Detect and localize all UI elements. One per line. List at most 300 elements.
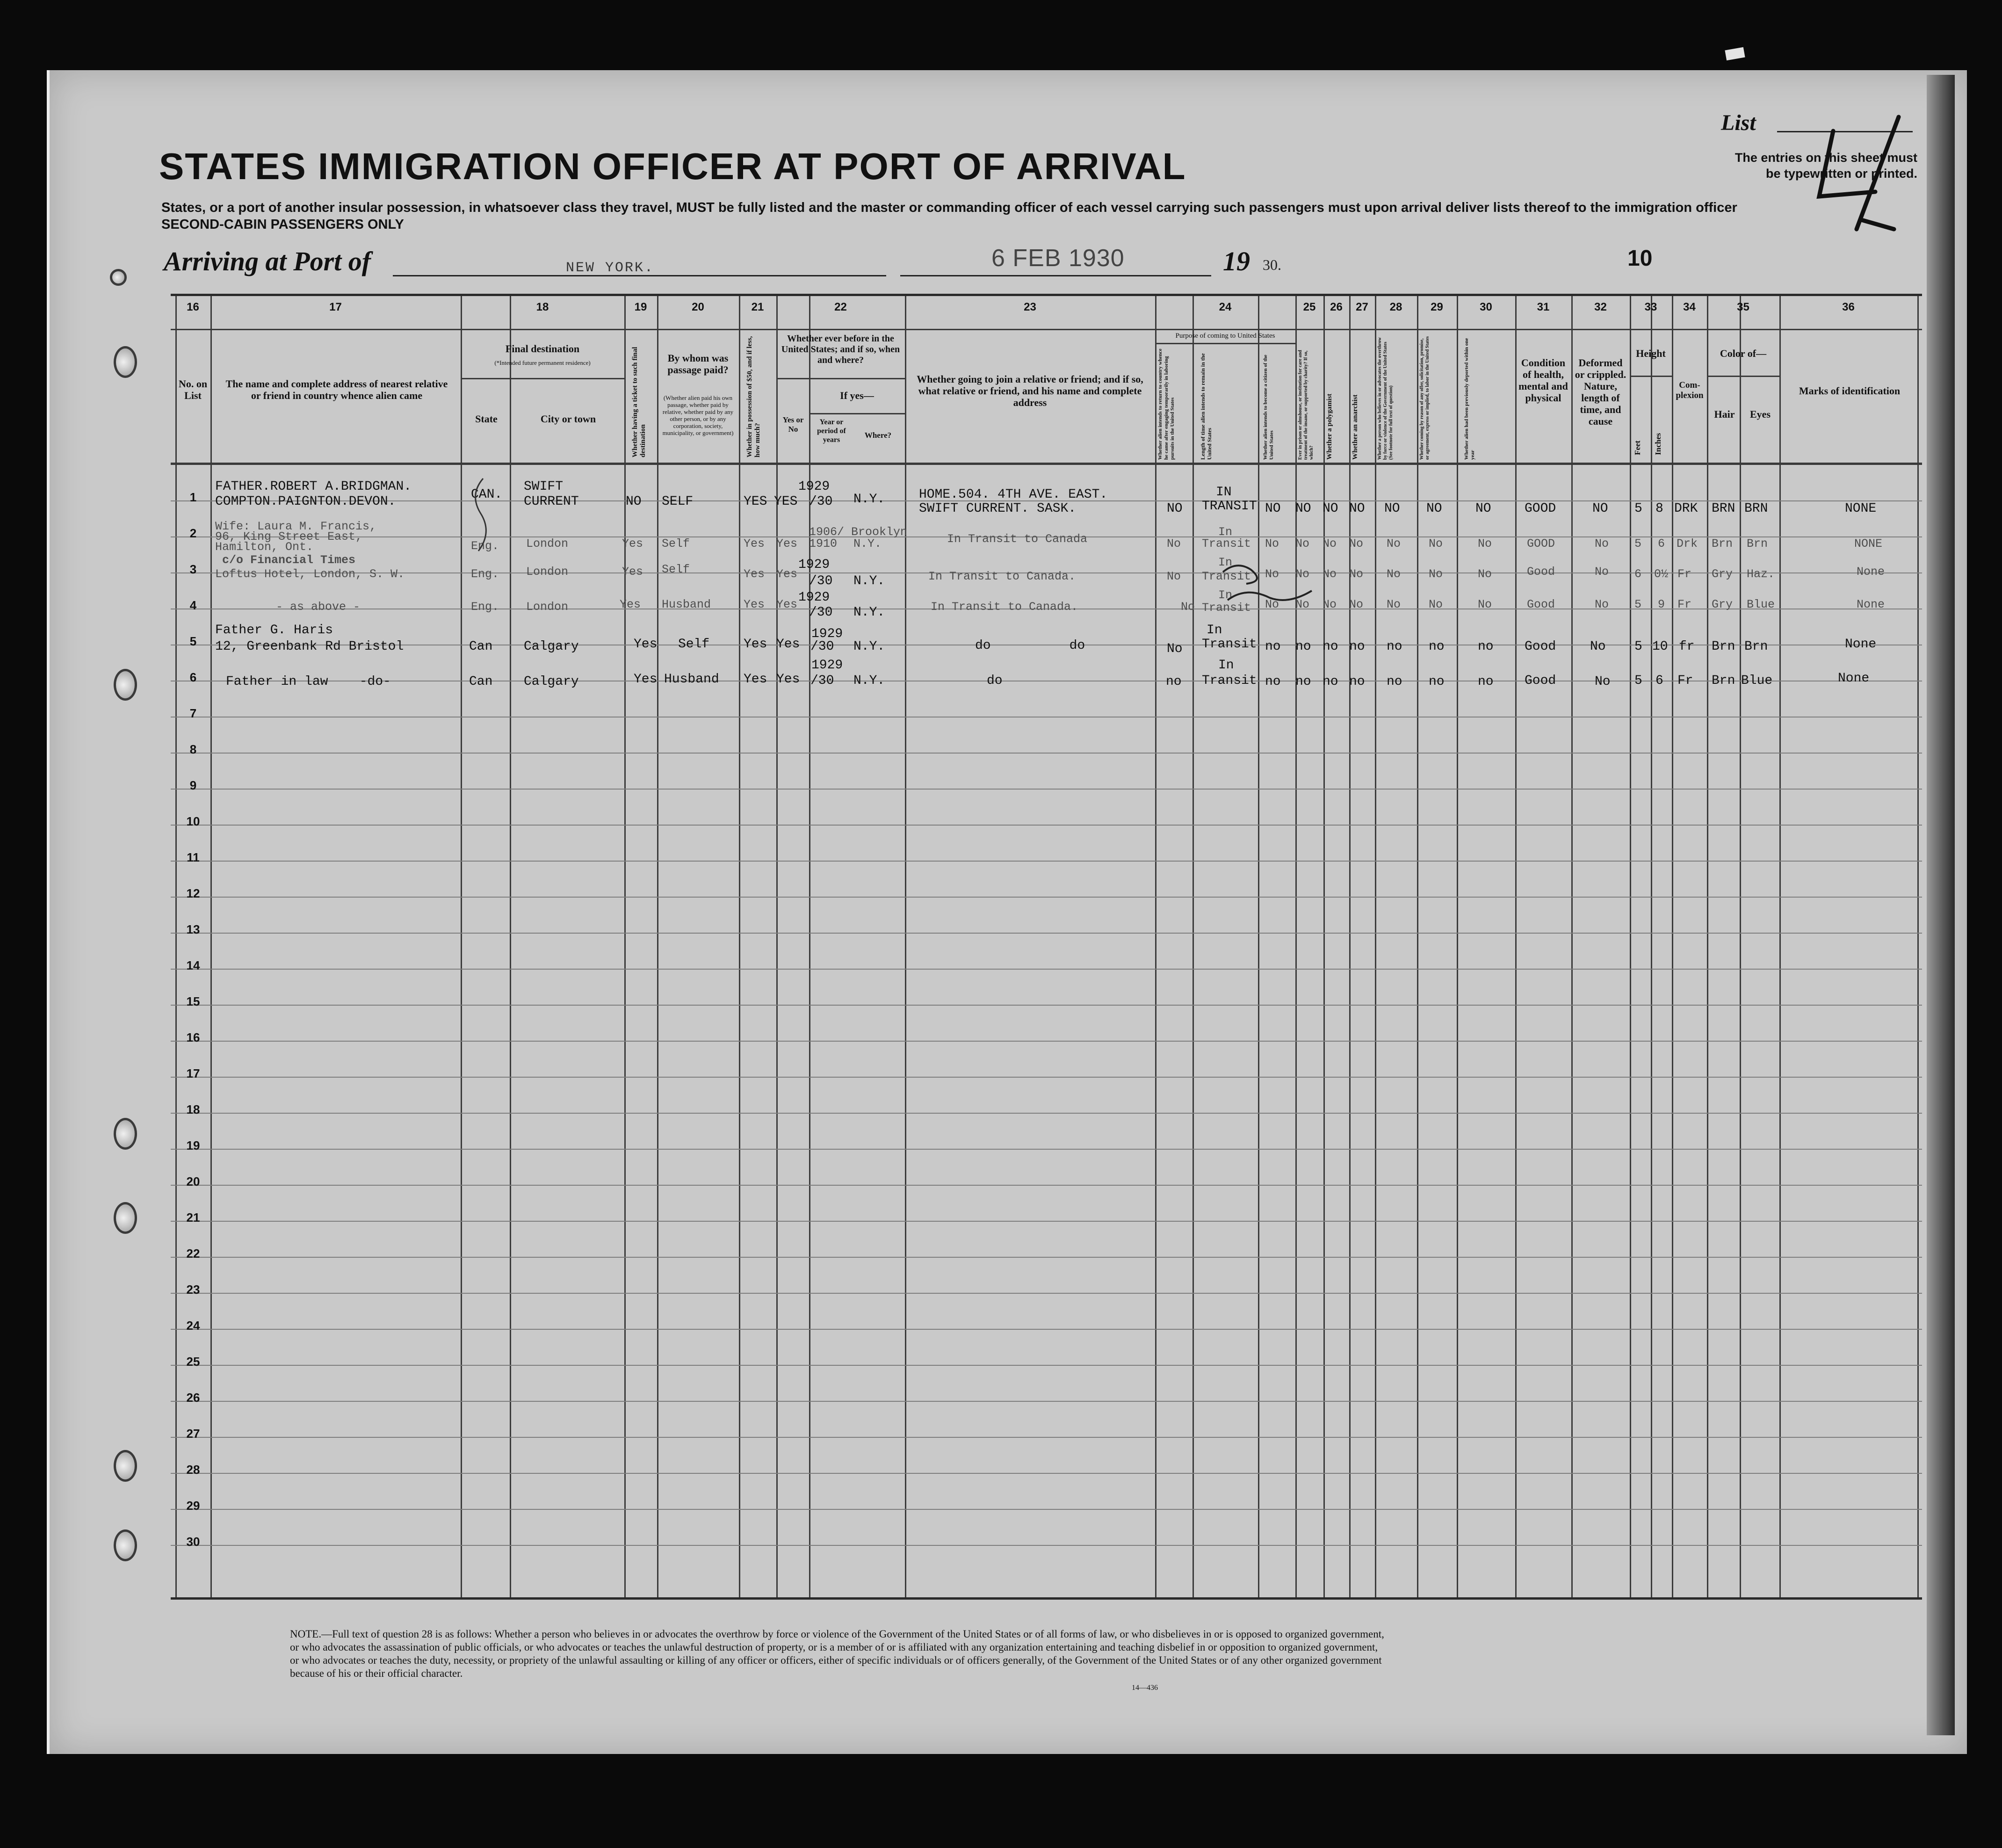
header-inches: Inches	[1654, 433, 1662, 455]
header-relative-address: The name and complete address of nearest relative or friend in country whence alien came	[225, 378, 448, 401]
row-divider	[171, 825, 1922, 826]
identification-marks: NONE	[1854, 537, 1883, 551]
row-number: 25	[186, 1355, 200, 1369]
anarchist: No	[1349, 537, 1364, 551]
deported: No	[1478, 598, 1492, 611]
row-number: 4	[189, 598, 197, 612]
corner-tab-mark	[1725, 47, 1745, 61]
intends-return: No	[1167, 642, 1183, 656]
header-eyes: Eyes	[1750, 408, 1771, 420]
deported: No	[1478, 567, 1492, 581]
column-divider	[1295, 296, 1297, 1597]
question-28: no	[1387, 674, 1402, 689]
height-feet: 5	[1634, 639, 1642, 654]
column-divider	[1515, 296, 1517, 1597]
row-number: 29	[186, 1499, 200, 1513]
has-fifty-dollars: Yes	[744, 637, 767, 652]
polygamist: No	[1323, 598, 1337, 611]
column-number: 19	[634, 301, 647, 313]
header-color-of: Color of—	[1720, 348, 1767, 359]
year-suffix: 30.	[1263, 256, 1281, 273]
header-hair: Hair	[1714, 408, 1735, 420]
intends-citizen: NO	[1265, 501, 1281, 516]
passage-paid-by: Husband	[664, 672, 719, 687]
height-feet: 6	[1634, 567, 1642, 581]
row-divider	[171, 1113, 1922, 1114]
header-been-before: Whether ever before in the United States; and if so, when and where?	[781, 333, 900, 365]
row-number: 18	[186, 1102, 200, 1116]
intends-return: No	[1167, 570, 1181, 583]
row-number: 2	[189, 526, 197, 540]
identification-marks: None	[1857, 598, 1885, 611]
row-divider	[171, 1437, 1922, 1438]
has-fifty-dollars: YES	[744, 494, 767, 509]
column-divider	[461, 296, 462, 1597]
been-before: YES	[774, 494, 798, 509]
deformed: No	[1595, 674, 1611, 689]
question-29: no	[1429, 639, 1445, 654]
port-value: NEW YORK.	[566, 260, 655, 276]
column-divider	[1630, 296, 1631, 1597]
deported: no	[1478, 674, 1494, 689]
height-feet: 5	[1634, 501, 1642, 516]
length-of-stay: Transit	[1202, 674, 1257, 688]
row-number: 23	[186, 1283, 200, 1297]
row-divider	[171, 1221, 1922, 1222]
column-divider	[905, 296, 906, 1597]
health: GOOD	[1525, 501, 1556, 516]
destination-state: CAN.	[471, 487, 503, 502]
hair-color: Gry	[1712, 598, 1733, 611]
eye-color: Brn	[1744, 639, 1768, 654]
intends-return: no	[1166, 674, 1182, 689]
column-number: 23	[1024, 301, 1036, 313]
relative-address: Hamilton, Ont.	[215, 540, 314, 554]
anarchist: NO	[1349, 501, 1365, 516]
column-divider	[1193, 296, 1194, 1597]
where-before: N.Y.	[853, 605, 885, 620]
year-before: 1906/	[809, 525, 845, 539]
health: Good	[1525, 639, 1556, 654]
intends-citizen: no	[1265, 674, 1281, 689]
column-divider	[1740, 296, 1741, 1597]
complexion: Drk	[1677, 537, 1698, 551]
health: Good	[1527, 565, 1555, 579]
row-divider	[171, 1185, 1922, 1186]
column-number: 26	[1330, 301, 1343, 313]
date-underline	[900, 275, 1211, 276]
hair-color: Gry	[1712, 567, 1733, 581]
column-divider	[624, 296, 626, 1597]
hair-color: Brn	[1712, 639, 1735, 654]
been-before: Yes	[776, 637, 800, 652]
column-number: 33	[1644, 301, 1657, 313]
height-feet: 5	[1634, 674, 1642, 688]
column-number: 29	[1431, 301, 1443, 313]
health: GOOD	[1527, 537, 1555, 551]
column-number: 24	[1219, 301, 1232, 313]
row-divider	[171, 1473, 1922, 1474]
height-feet: 5	[1634, 598, 1642, 611]
row-number: 8	[189, 742, 197, 756]
in-prison: No	[1295, 567, 1310, 581]
has-fifty-dollars: Yes	[744, 598, 765, 611]
joining-relative: In Transit to Canada.	[928, 570, 1076, 583]
header-year: Year or period of years	[817, 418, 846, 444]
question-28: No	[1387, 598, 1401, 611]
column-divider	[1323, 296, 1325, 1597]
column-divider	[1917, 296, 1919, 1597]
row-divider	[171, 1329, 1922, 1330]
page-title: STATES IMMIGRATION OFFICER AT PORT OF ARRIVAL	[159, 145, 1186, 187]
passage-paid-by: SELF	[662, 494, 694, 509]
identification-marks: None	[1838, 671, 1870, 686]
destination-city: London	[526, 537, 569, 551]
row-number: 6	[189, 670, 197, 684]
anarchist: no	[1349, 639, 1365, 654]
in-prison: no	[1295, 674, 1311, 689]
header-bottom-rule	[171, 463, 1922, 465]
year-before: 1929	[811, 627, 843, 641]
joining-relative: do do	[975, 638, 1085, 653]
has-ticket: Yes	[620, 598, 641, 611]
binder-hole-icon	[110, 269, 127, 286]
list-label: List	[1721, 110, 1756, 135]
column-divider	[1258, 296, 1259, 1597]
header-paid-by: By whom was passage paid?	[667, 352, 729, 376]
complexion: Fr	[1677, 598, 1692, 611]
hair-color: Brn	[1712, 674, 1735, 688]
destination-city: London	[526, 600, 569, 614]
column-divider	[1672, 296, 1673, 1597]
row-divider	[171, 1293, 1922, 1294]
column-divider	[1457, 296, 1458, 1597]
page-edge-shadow	[1927, 75, 1955, 1735]
row-divider	[171, 861, 1922, 862]
relative-address: 12, Greenbank Rd Bristol	[215, 639, 404, 654]
deported: no	[1478, 639, 1494, 654]
binder-hole-icon	[114, 346, 137, 378]
header-city: City or town	[540, 413, 596, 425]
intends-return: No	[1181, 600, 1195, 614]
header-length-stay: Length of time alien intends to remain in the United States	[1200, 353, 1213, 460]
anarchist: no	[1349, 674, 1365, 689]
destination-city: Calgary	[524, 639, 579, 654]
column-divider	[1349, 296, 1351, 1597]
health: Good	[1525, 674, 1556, 688]
hair-color: BRN	[1712, 501, 1735, 516]
polygamist: no	[1323, 674, 1338, 689]
passage-paid-by: Self	[662, 537, 690, 551]
height-inches: 10	[1652, 639, 1668, 654]
length-of-stay: TRANSIT	[1202, 499, 1257, 514]
column-number: 25	[1303, 301, 1316, 313]
row-number: 16	[186, 1030, 200, 1044]
length-of-stay: Transit	[1202, 537, 1251, 551]
passenger-class-line: SECOND-CABIN PASSENGERS ONLY	[161, 217, 404, 232]
header-no-on-list: No. on List	[178, 378, 208, 401]
passage-paid-by: Husband	[662, 598, 711, 611]
complexion: Fr	[1677, 674, 1693, 688]
relative-address: COMPTON.PAIGNTON.DEVON.	[215, 494, 396, 509]
hair-color: Brn	[1712, 537, 1733, 551]
header-where: Where?	[864, 431, 892, 440]
row-number: 11	[187, 850, 200, 864]
height-inches: 8	[1655, 501, 1663, 516]
header-deported: Whether alien had been previously deported within one year	[1464, 338, 1475, 460]
column-divider	[510, 296, 511, 1597]
column-number: 30	[1480, 301, 1492, 313]
column-divider	[1651, 296, 1652, 1597]
binder-hole-icon	[114, 1202, 137, 1234]
row-divider	[171, 789, 1922, 790]
row-number: 24	[186, 1319, 200, 1333]
been-before: Yes	[776, 537, 798, 551]
row-number: 22	[186, 1246, 200, 1261]
where-before: N.Y.	[853, 574, 885, 588]
header-divider	[1707, 376, 1779, 377]
destination-state: Eng.	[471, 567, 499, 581]
length-of-stay: In	[1218, 588, 1233, 602]
row-divider	[171, 753, 1922, 754]
header-final-destination: Final destination	[505, 343, 580, 355]
header-question-29: Whether coming by reason of any offer, solicitation, promise, or agreement, express or implied, to labor in the United States	[1419, 336, 1430, 460]
destination-state: Eng.	[471, 600, 499, 614]
question-29: No	[1429, 537, 1443, 551]
row-divider	[171, 1365, 1922, 1366]
header-divider	[1630, 376, 1672, 377]
header-prison: Ever in prison or almshouse, or institution for care and treatment of the insane, or supported by charity? If so, which?	[1298, 350, 1314, 460]
has-ticket: Yes	[622, 537, 643, 551]
deformed: No	[1590, 639, 1606, 654]
intends-return: No	[1167, 537, 1181, 551]
header-deformed: Deformed or crippled. Nature, length of time, and cause	[1575, 357, 1626, 427]
relative-address: 96, King Street East,	[215, 530, 363, 544]
deformed: NO	[1592, 501, 1608, 516]
row-number: 14	[186, 958, 200, 972]
in-prison: NO	[1295, 501, 1311, 516]
column-divider	[739, 296, 740, 1597]
intends-citizen: No	[1265, 567, 1279, 581]
row-number: 26	[186, 1391, 200, 1405]
height-inches: 0½	[1654, 567, 1669, 581]
length-of-stay: In	[1207, 623, 1222, 638]
header-if-yes: If yes—	[840, 390, 874, 401]
row-divider	[171, 897, 1922, 898]
destination-state: Eng.	[471, 539, 499, 553]
relative-address: Wife: Laura M. Francis,	[215, 520, 377, 533]
identification-marks: NONE	[1845, 501, 1877, 516]
row-divider	[171, 1005, 1922, 1006]
header-final-destination-note: (*Intended future permanent residence)	[494, 359, 591, 366]
header-joining: Whether going to join a relative or friend; and if so, what relative or friend, and his name and complete address	[917, 373, 1143, 408]
row-number: 27	[186, 1427, 200, 1441]
column-number: 32	[1594, 301, 1607, 313]
column-number: 35	[1737, 301, 1749, 313]
question-29: No	[1429, 598, 1443, 611]
where-before: N.Y.	[853, 492, 885, 507]
row-divider	[171, 1041, 1922, 1042]
row-number: 28	[186, 1463, 200, 1477]
where-before: N.Y.	[853, 674, 885, 688]
row-number: 30	[186, 1535, 200, 1549]
handwritten-list-number-mark	[1805, 112, 1917, 234]
eye-color: Blue	[1741, 674, 1773, 688]
intends-return: NO	[1167, 501, 1183, 516]
column-number: 21	[751, 301, 764, 313]
polygamist: No	[1323, 567, 1337, 581]
row-number: 3	[189, 562, 197, 576]
row-number: 1	[189, 490, 197, 504]
row-number: 5	[189, 634, 197, 648]
relative-address: Father in law -do-	[226, 674, 391, 689]
has-ticket: NO	[626, 494, 642, 509]
header-feet: Feet	[1633, 440, 1642, 455]
binder-hole-icon	[114, 1118, 137, 1150]
question-29: NO	[1426, 501, 1442, 516]
entries-note-line: The entries on this sheet must	[1735, 151, 1917, 165]
joining-relative: SWIFT CURRENT. SASK.	[919, 501, 1077, 516]
handwritten-bracket-mark	[464, 476, 502, 556]
deported: NO	[1475, 501, 1491, 516]
row-divider	[171, 1545, 1922, 1546]
has-ticket: Yes	[622, 565, 643, 579]
header-divider	[171, 329, 1922, 330]
header-health: Condition of health, mental and physical	[1518, 357, 1568, 404]
header-paid-by-note: (Whether alien paid his own passage, whether paid by relative, whether paid by any other person, or by any corporation, society, municipality, or government)	[662, 394, 734, 436]
header-complexion: Com- plexion	[1676, 380, 1704, 400]
column-number: 31	[1537, 301, 1550, 313]
row-divider	[171, 969, 1922, 970]
identification-marks: None	[1857, 565, 1885, 579]
year-before: /30	[810, 639, 834, 654]
length-of-stay: IN	[1216, 485, 1232, 500]
header-marks: Marks of identification	[1799, 385, 1901, 397]
length-of-stay: Transit	[1202, 570, 1251, 583]
header-state: State	[475, 413, 498, 425]
row-number: 10	[186, 814, 200, 828]
year-before: 1929	[798, 479, 830, 494]
passage-paid-by: Self	[662, 563, 690, 576]
column-divider	[1779, 296, 1781, 1597]
row-number: 13	[186, 922, 200, 936]
entries-note-line: be typewritten or printed.	[1765, 167, 1917, 181]
length-of-stay: Transit	[1202, 601, 1251, 615]
row-number: 19	[186, 1138, 200, 1152]
been-before: Yes	[776, 567, 798, 581]
length-of-stay: In	[1218, 525, 1233, 539]
year-prefix: 19	[1223, 246, 1250, 276]
in-prison: No	[1295, 537, 1310, 551]
identification-marks: None	[1845, 637, 1877, 652]
deformed: No	[1595, 565, 1609, 579]
question-28: NO	[1384, 501, 1400, 516]
year-before: 1929	[798, 558, 830, 572]
destination-state: Can	[469, 639, 493, 654]
header-divider	[461, 378, 624, 379]
has-fifty-dollars: Yes	[744, 567, 765, 581]
length-of-stay: In	[1218, 658, 1234, 673]
row-divider	[171, 1509, 1922, 1510]
joining-relative: In Transit to Canada	[947, 532, 1088, 546]
year-before: /30	[809, 605, 833, 620]
has-fifty-dollars: Yes	[744, 537, 765, 551]
height-inches: 6	[1655, 674, 1663, 688]
has-ticket: Yes	[634, 672, 658, 687]
column-divider	[1155, 296, 1156, 1597]
column-divider	[1375, 296, 1376, 1597]
row-number: 17	[186, 1066, 200, 1080]
year-before: /30	[810, 674, 834, 688]
deformed: No	[1595, 537, 1609, 551]
question-28: no	[1387, 639, 1402, 654]
joining-relative: In Transit to Canada.	[931, 600, 1078, 614]
health: Good	[1527, 598, 1555, 611]
deformed: No	[1595, 598, 1609, 611]
eye-color: Brn	[1747, 537, 1768, 551]
been-before: Yes	[776, 598, 798, 611]
header-anarchist: Whether an anarchist	[1352, 394, 1359, 460]
column-number: 34	[1683, 301, 1696, 313]
header-ticket: Whether having a ticket to such final destination	[631, 347, 647, 457]
year-before: 1910	[809, 537, 838, 551]
destination-city: London	[526, 565, 569, 579]
column-number: 20	[692, 301, 704, 313]
destination-city: Calgary	[524, 674, 579, 689]
header-fifty-dollars: Whether in possession of $50, and if less, how much?	[746, 336, 761, 457]
where-before: Brooklyn	[851, 525, 908, 539]
row-number: 21	[186, 1210, 200, 1225]
header-purpose: Purpose of coming to United States	[1175, 332, 1275, 340]
header-height: Height	[1636, 348, 1666, 359]
binder-hole-icon	[114, 1529, 137, 1561]
header-intends-return: Whether alien intends to return to country whence he came after engaging temporarily in laboring pursuits in the United States	[1157, 348, 1175, 460]
column-divider	[657, 296, 658, 1597]
been-before: Yes	[776, 672, 800, 687]
height-feet: 5	[1634, 537, 1642, 551]
joining-relative: do	[987, 674, 1003, 688]
polygamist: no	[1323, 639, 1338, 654]
header-citizen: Whether alien intends to become a citizen of the United States	[1263, 355, 1274, 460]
has-fifty-dollars: Yes	[744, 672, 767, 687]
year-before: 1929	[811, 658, 843, 673]
in-prison: No	[1295, 598, 1310, 611]
row-divider	[171, 1401, 1922, 1402]
height-inches: 9	[1658, 598, 1665, 611]
row-number: 12	[186, 886, 200, 900]
column-number: 36	[1842, 301, 1855, 313]
eye-color: BRN	[1744, 501, 1768, 516]
relative-address: FATHER.ROBERT A.BRIDGMAN.	[215, 479, 412, 494]
question-29: No	[1429, 567, 1443, 581]
row-divider	[171, 933, 1922, 934]
complexion: Fr	[1677, 567, 1692, 581]
column-number: 16	[187, 301, 199, 313]
question-28: No	[1387, 567, 1401, 581]
column-divider	[776, 296, 778, 1597]
intends-citizen: No	[1265, 537, 1279, 551]
length-of-stay: In	[1218, 556, 1233, 569]
column-number: 22	[834, 301, 847, 313]
footnote: NOTE.—Full text of question 28 is as follows: Whether a person who believes in or advocates the overthrow by force or violence of the Government of the United States or of all forms of law, or who disbelieves in or is opposed to organized government, or who advocates the assassination of public officials, or who advocates or teaches the unlawful destruction of property, or is a member of or is affiliated with any organization entertaining and teaching disbelief in or opposition to organized government, or who advocates or teaches the duty, necessity, or propriety of the unlawful assaulting or killing of any officer or officers, either of specific individuals or of officers generally, of the Government of the United States or of any other organized government because of his or their official character.	[290, 1628, 1384, 1679]
question-28: No	[1387, 537, 1401, 551]
column-number: 17	[329, 301, 342, 313]
where-before: N.Y.	[853, 537, 882, 551]
eye-color: Haz.	[1747, 567, 1775, 581]
joining-relative: HOME.504. 4TH AVE. EAST.	[919, 487, 1108, 502]
sheet-number: 10	[1627, 246, 1653, 271]
polygamist: NO	[1323, 501, 1338, 516]
